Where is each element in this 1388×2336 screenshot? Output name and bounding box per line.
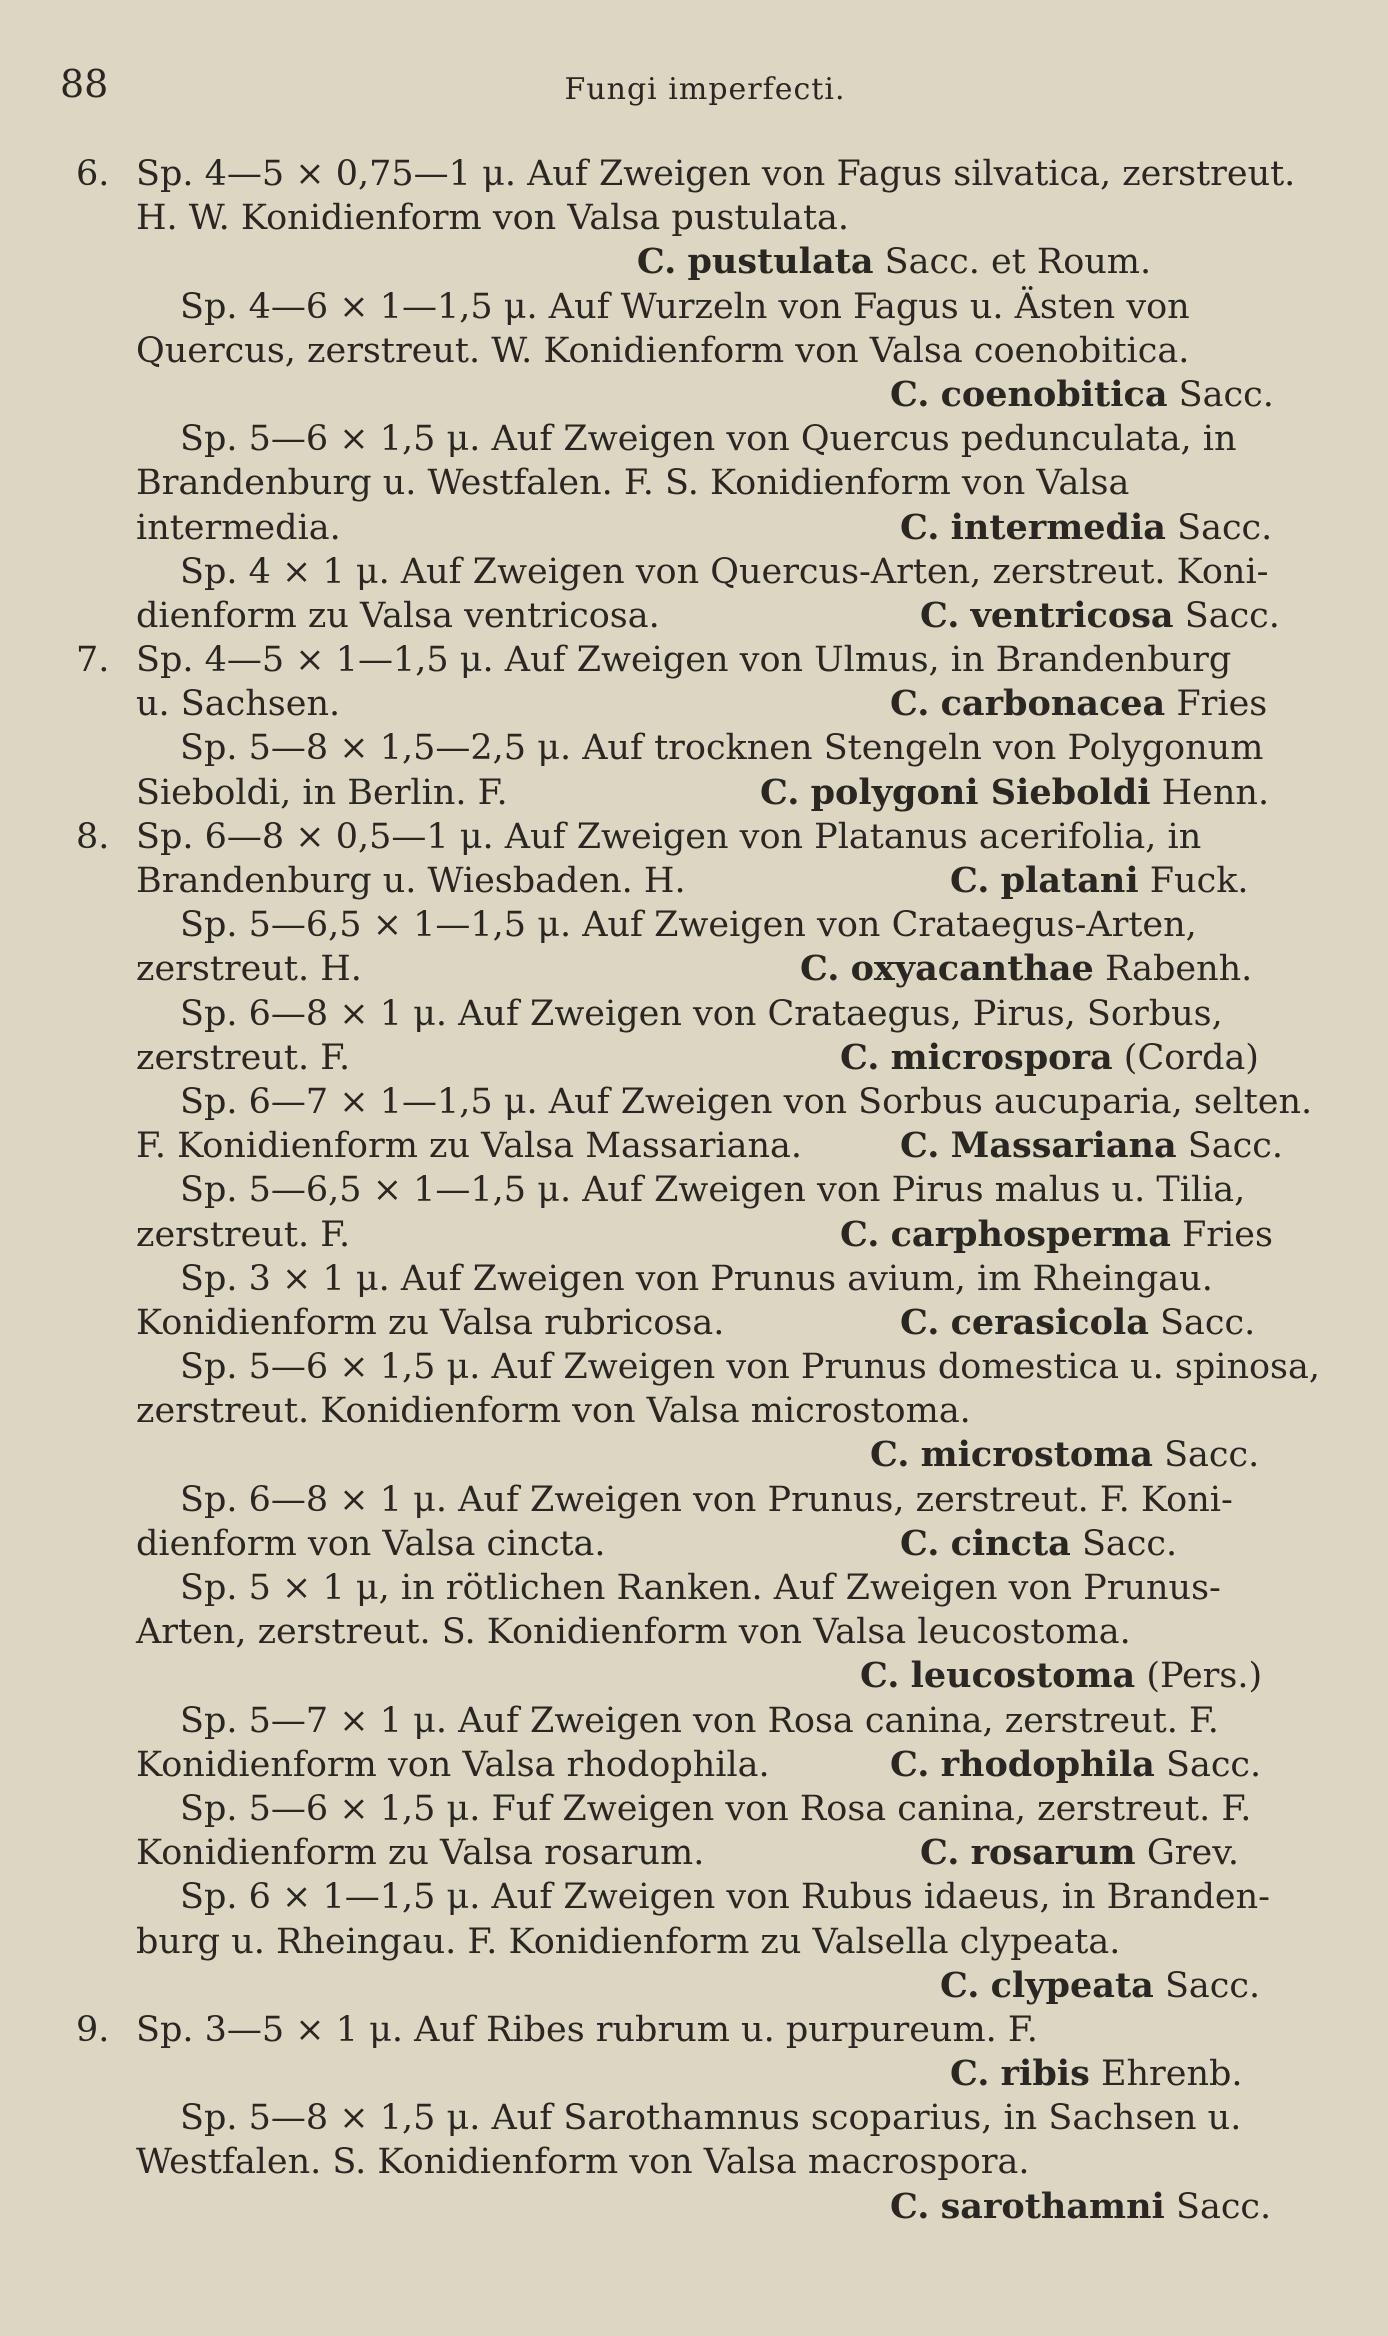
species-line: C. coenobitica Sacc.	[890, 373, 1274, 415]
species-name: leucostoma	[910, 1655, 1136, 1697]
species-author: Fries	[1182, 1214, 1273, 1255]
species-name: intermedia	[950, 506, 1166, 548]
text-line: Sp. 3 × 1 μ. Auf Zweigen von Prunus avium, im Rheingau.	[180, 1258, 1213, 1299]
text-line: dienform von Valsa cincta. C. cincta Sacc.	[136, 1522, 1352, 1566]
species-name: clypeata	[990, 1964, 1154, 2006]
text-line: Sp. 6—8 × 1 μ. Auf Zweigen von Crataegus, Pirus, Sorbus,	[180, 993, 1223, 1034]
species-name: cerasicola	[950, 1301, 1149, 1343]
text-line: zerstreut. H. C. oxyacanthae Rabenh.	[136, 947, 1352, 991]
species-author: (Corda)	[1123, 1037, 1259, 1078]
text-line: Sp. 5—6,5 × 1—1,5 μ. Auf Zweigen von Crataegus-Arten,	[180, 905, 1197, 946]
species-author: Sacc.	[1184, 595, 1280, 636]
text-line: Sp. 5—6 × 1,5 μ. Fuf Zweigen von Rosa canina, zerstreut. F.	[180, 1788, 1252, 1829]
species-name: carphosperma	[890, 1213, 1171, 1255]
species-name: cincta	[950, 1522, 1071, 1564]
text-line: zerstreut. F. C. carphosperma Fries	[136, 1213, 1352, 1257]
text-line: intermedia. C. intermedia Sacc.	[136, 506, 1352, 550]
species-name: coenobitica	[940, 373, 1168, 415]
species-line: C. cerasicola Sacc.	[900, 1301, 1256, 1343]
text-line: Konidienform zu Valsa rosarum. C. rosarum Grev.	[136, 1831, 1352, 1875]
text-line: Sp. 5—6 × 1,5 μ. Auf Zweigen von Quercus pedunculata, in	[180, 419, 1237, 460]
text-line: Konidienform von Valsa rhodophila. C. rhodophila Sacc.	[136, 1743, 1352, 1787]
text-line: Sp. 5—7 × 1 μ. Auf Zweigen von Rosa canina, zerstreut. F.	[180, 1700, 1219, 1741]
species-name: ventricosa	[970, 594, 1174, 636]
text-line: Sp. 5—8 × 1,5—2,5 μ. Auf trocknen Stengeln von Polygonum	[180, 728, 1264, 769]
species-author: Ehrenb.	[1100, 2054, 1243, 2095]
species-name: polygoni Sieboldi	[810, 771, 1151, 813]
species-line: C. microstoma Sacc.	[870, 1434, 1260, 1476]
text-line: Quercus, zerstreut. W. Konidienform von Valsa coenobitica.	[136, 330, 1190, 371]
species-name: pustulata	[687, 241, 874, 283]
text-line: 8. Sp. 6—8 × 0,5—1 μ. Auf Zweigen von Platanus acerifolia, in	[136, 815, 1352, 859]
text-line: H. W. Konidienform von Valsa pustulata.	[136, 198, 850, 239]
species-name: ribis	[1000, 2053, 1090, 2095]
text-line: Sp. 5—6,5 × 1—1,5 μ. Auf Zweigen von Pirus malus u. Tilia,	[180, 1170, 1246, 1211]
species-author: Fuck.	[1149, 861, 1249, 901]
text-line: 7. Sp. 4—5 × 1—1,5 μ. Auf Zweigen von Ulmus, in Brandenburg	[136, 638, 1352, 682]
text-line: Sp. 4—6 × 1—1,5 μ. Auf Wurzeln von Fagus u. Ästen von	[180, 286, 1190, 327]
section-number: 7.	[76, 640, 110, 681]
species-line: C. platani Fuck.	[950, 860, 1249, 901]
species-author: Henn.	[1161, 772, 1270, 813]
species-name: oxyacanthae	[850, 948, 1094, 990]
species-author: Sacc.	[1160, 1302, 1256, 1343]
text-line: 9. Sp. 3—5 × 1 μ. Auf Ribes rubrum u. purpureum. F.	[136, 2008, 1352, 2052]
text-line: 6. Sp. 4—5 × 0,75—1 μ. Auf Zweigen von Fagus silvatica, zerstreut.	[136, 152, 1352, 196]
text-line: Brandenburg u. Wiesbaden. H. C. platani Fuck.	[136, 859, 1352, 903]
species-line: C. clypeata Sacc.	[940, 1964, 1261, 2006]
section-number: 9.	[76, 2009, 110, 2050]
species-line: C. ventricosa Sacc.	[920, 594, 1280, 636]
species-name: microstoma	[920, 1434, 1153, 1476]
species-line: C. sarothamni Sacc.	[890, 2185, 1272, 2227]
species-name: platani	[1000, 860, 1139, 901]
text-line: Brandenburg u. Westfalen. F. S. Konidienform von Valsa	[136, 463, 1130, 504]
species-author: Sacc.	[1187, 1126, 1283, 1167]
species-author: Sacc.	[1164, 1435, 1260, 1476]
page-number: 88	[60, 62, 109, 106]
species-name: microspora	[890, 1036, 1113, 1078]
text-line: u. Sachsen. C. carbonacea Fries	[136, 682, 1352, 726]
text-line: Sp. 5—8 × 1,5 μ. Auf Sarothamnus scoparius, in Sachsen u.	[180, 2098, 1242, 2139]
species-line: C. ribis Ehrenb.	[950, 2053, 1243, 2095]
species-line: C. oxyacanthae Rabenh.	[800, 948, 1253, 990]
species-line: C. carbonacea Fries	[890, 683, 1268, 725]
text-line: Westfalen. S. Konidienform von Valsa macrospora.	[136, 2142, 1030, 2183]
text-line: Konidienform zu Valsa rubricosa. C. cerasicola Sacc.	[136, 1301, 1352, 1345]
species-line: C. polygoni Sieboldi Henn.	[760, 771, 1270, 813]
species-author: Sacc.	[1175, 2186, 1272, 2227]
text-line: Sp. 4 × 1 μ. Auf Zweigen von Quercus-Arten, zerstreut. Koni-	[180, 551, 1269, 592]
text-line: Sieboldi, in Berlin. F. C. polygoni Sieboldi Henn.	[136, 771, 1352, 815]
text-line: Sp. 5 × 1 μ, in rötlichen Ranken. Auf Zweigen von Prunus-	[180, 1568, 1221, 1608]
species-line: C. rhodophila Sacc.	[890, 1743, 1262, 1785]
text-line: Sp. 6 × 1—1,5 μ. Auf Zweigen von Rubus idaeus, in Branden-	[180, 1877, 1270, 1918]
text-line: F. Konidienform zu Valsa Massariana. C. Massariana Sacc.	[136, 1124, 1352, 1168]
species-name: Massariana	[950, 1125, 1177, 1167]
species-line: C. leucostoma (Pers.)	[860, 1655, 1263, 1697]
species-author: Sacc.	[1178, 374, 1274, 415]
running-title: Fungi imperfecti.	[564, 72, 846, 107]
species-name: carbonacea	[940, 683, 1166, 725]
species-line: C. cincta Sacc.	[900, 1522, 1178, 1564]
section-number: 8.	[76, 816, 110, 857]
species-author: Sacc.	[1177, 507, 1273, 548]
species-name: rosarum	[970, 1832, 1136, 1874]
species-author: Grev.	[1146, 1833, 1239, 1874]
species-author: (Pers.)	[1146, 1656, 1263, 1697]
species-name: sarothamni	[940, 2185, 1165, 2227]
text-body	[76, 152, 1352, 2229]
species-line: C. microspora (Corda)	[840, 1036, 1259, 1078]
text-line: Sp. 6—8 × 1 μ. Auf Zweigen von Prunus, zerstreut. F. Koni-	[180, 1479, 1233, 1520]
species-line: C. intermedia Sacc.	[900, 506, 1273, 548]
species-name: rhodophila	[940, 1743, 1155, 1785]
species-line: C. carphosperma Fries	[840, 1213, 1273, 1255]
text-line: zerstreut. Konidienform von Valsa microstoma.	[136, 1391, 971, 1432]
text-line: Arten, zerstreut. S. Konidienform von Valsa leucostoma.	[136, 1612, 1131, 1653]
species-line: C. pustulata Sacc. et Roum.	[636, 241, 1152, 283]
species-author: Sacc.	[1081, 1523, 1178, 1564]
page-header	[60, 62, 1350, 122]
text-line: Sp. 5—6 × 1,5 μ. Auf Zweigen von Prunus domestica u. spinosa,	[180, 1347, 1321, 1388]
species-author: Sacc.	[1165, 1744, 1262, 1785]
text-line: dienform zu Valsa ventricosa. C. ventricosa Sacc.	[136, 594, 1352, 638]
species-author: Rabenh.	[1104, 949, 1253, 990]
text-line: burg u. Rheingau. F. Konidienform zu Valsella clypeata.	[136, 1921, 1121, 1962]
section-number: 6.	[76, 154, 110, 194]
text-line: zerstreut. F. C. microspora (Corda)	[136, 1036, 1352, 1080]
species-author: Sacc. et Roum.	[884, 242, 1152, 283]
species-author: Fries	[1176, 684, 1268, 725]
species-line: C. Massariana Sacc.	[900, 1125, 1283, 1167]
text-line: Sp. 6—7 × 1—1,5 μ. Auf Zweigen von Sorbus aucuparia, selten.	[180, 1081, 1313, 1122]
species-line: C. rosarum Grev.	[920, 1832, 1239, 1874]
species-author: Sacc.	[1164, 1965, 1261, 2006]
